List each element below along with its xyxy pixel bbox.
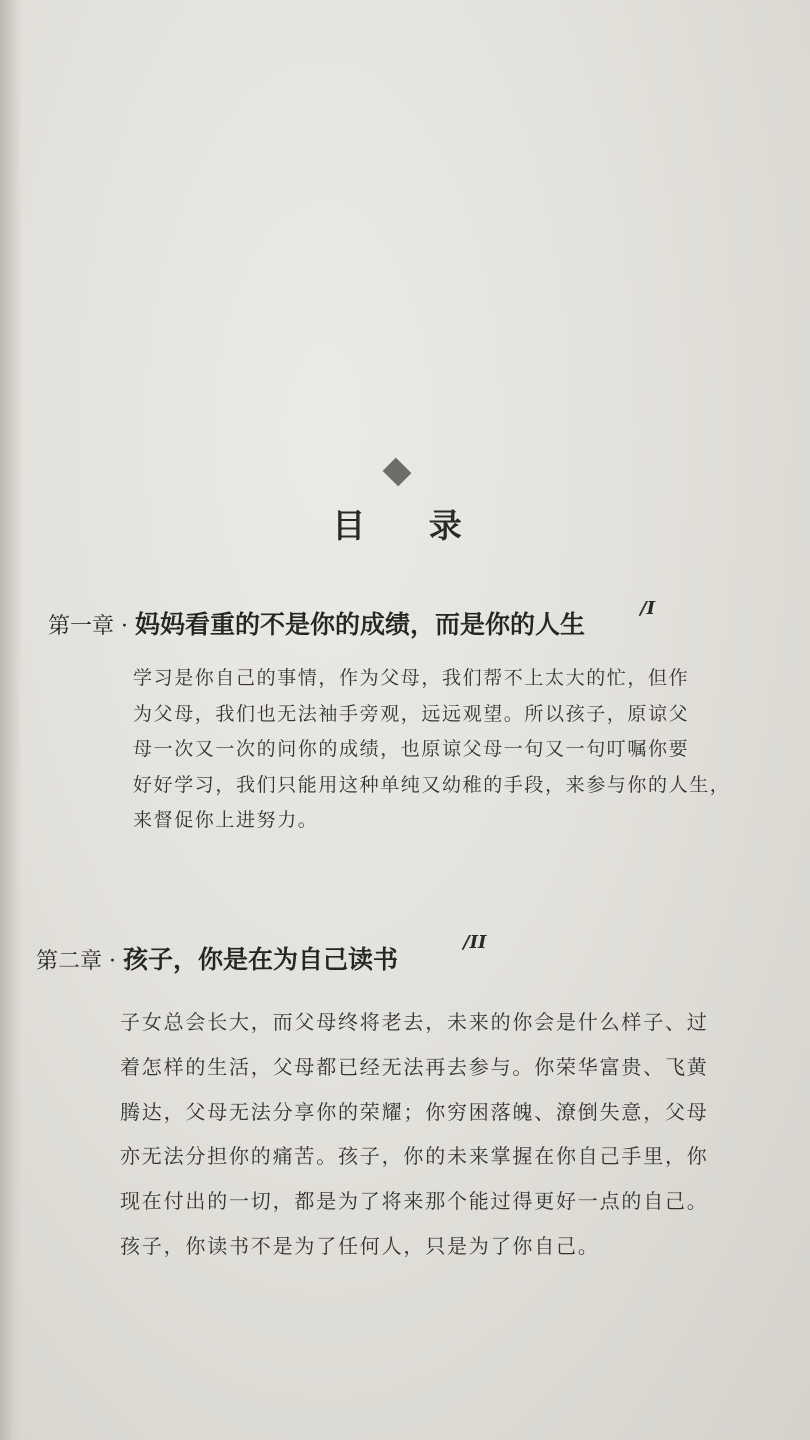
summary-line: 好好学习，我们只能用这种单纯又幼稚的手段，来参与你的人生， [133,773,731,796]
chapter-1-heading [48,605,585,641]
summary-line: 腾达，父母无法分享你的荣耀；你穷困落魄、潦倒失意，父母 [120,1099,709,1124]
summary-line: 学习是你自己的事情，作为父母，我们帮不上太大的忙，但作 [133,667,690,689]
chapter-2-heading [36,940,398,976]
chapter-1-title: 妈妈看重的不是你的成绩，而是你的人生 [134,610,585,639]
summary-line: 母一次又一次的问你的成绩，也原谅父母一句又一句叮嘱你要 [133,738,690,761]
chapter-2-summary [120,1000,709,1269]
summary-line: 亦无法分担你的痛苦。孩子，你的未来掌握在你自己手里，你 [120,1144,709,1169]
chapter-1-page-number: /I [640,598,655,619]
summary-line: 孩子，你读书不是为了任何人，只是为了你自己。 [120,1233,600,1258]
chapter-2-title: 孩子，你是在为自己读书 [122,945,398,974]
summary-line: 着怎样的生活，父母都已经无法再去参与。你荣华富贵、飞黄 [120,1054,709,1079]
toc-title: 目 录 [332,506,488,545]
chapter-1-label: 第一章 · [48,614,135,639]
page-spine-shadow [0,0,22,1440]
summary-line: 子女总会长大，而父母终将老去，未来的你会是什么样子、过 [120,1010,709,1034]
summary-line: 为父母，我们也无法袖手旁观，远远观望。所以孩子，原谅父 [133,702,690,725]
summary-line: 来督促你上进努力。 [133,809,319,832]
diamond-ornament-icon [383,458,412,487]
chapter-2-label: 第二章 · [36,949,123,974]
chapter-2-page-number: /II [463,932,487,953]
chapter-1-summary [133,661,730,839]
summary-line: 现在付出的一切，都是为了将来那个能过得更好一点的自己。 [120,1189,709,1214]
